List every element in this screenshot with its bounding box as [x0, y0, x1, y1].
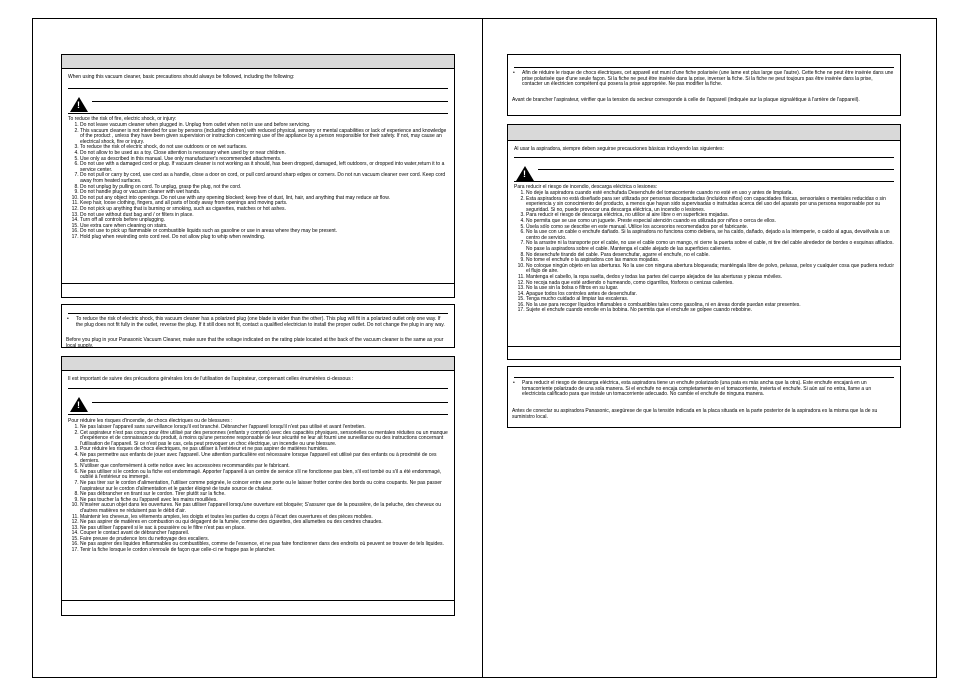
es-safety-header — [508, 125, 900, 141]
es-safety-box — [507, 124, 901, 360]
list-item: 10. N'insérer aucun objet dans les ouvertures. Ne pas utiliser l'appareil lorsqu'une ouverture est bloquée; S'assurer que de la poussière, de la peluche, des cheveux ou d'autres matières ne réduisent pas le débit d'air. — [80, 503, 450, 514]
fr-lead: Pour réduire les risques d'incendie, de chocs électriques ou de blessures : — [68, 418, 233, 424]
fr-warning-rule — [92, 402, 448, 403]
list-item: 9. Do not handle plug or vacuum cleaner with wet hands. — [80, 190, 450, 196]
list-item: 13. No la use sin la bolsa o filtros en su lugar. — [526, 286, 896, 292]
es-list-end-rule — [508, 346, 900, 347]
fr-list-end-rule — [62, 600, 454, 601]
list-item: 12. No recoja nada que esté ardiendo o humeando, como cigarrillos, fósforos o cenizas calientes. — [526, 281, 896, 287]
list-item: 5. N'utiliser que conformément à cette notice avec les accessoires recommandés par le fabricant. — [80, 464, 450, 470]
en-intro: When using this vacuum cleaner, basic precautions should always be followed, including the following: — [68, 74, 295, 80]
list-item: 14. Couper le contact avant de débrancher l'appareil. — [80, 531, 450, 537]
en-warning-rule — [92, 101, 448, 102]
list-item: 14. Turn off all controls before unplugging. — [80, 218, 450, 224]
es-plug-box — [507, 366, 901, 428]
list-item: 11. Mantenga el cabello, la ropa suelta, dedos y todas las partes del cuerpo alejados de las aberturas y piezas móviles. — [526, 275, 896, 281]
list-item: 1. Ne pas laisser l'appareil sans surveillance lorsqu'il est branché. Débrancher l'appareil lorsqu'il n'est pas utilisé et avant l'entretien. — [80, 425, 450, 431]
en-plug-note: To reduce the risk of electric shock, this vacuum cleaner has a polarized plug (one blade is wider than the other). This plug will fit in a polarized outlet only one way. If the plug does not fit fully in the outlet, reverse the plug. If it still does not fit, contact a qualified electrician to install the proper outlet. Do not change the plug in any way. — [76, 316, 445, 328]
list-item: 17. Hold plug when rewinding onto cord reel. Do not allow plug to whip when rewinding. — [80, 235, 450, 241]
list-item: 2. This vacuum cleaner is not intended for use by persons (including children) with reduced physical, sensory or mental capabilities or lack of experience and knowledge of the product , unless they have been given supervision or instruction concerning use of the appliance by a person responsible for their safety. If not, may cause an electrical shock, fire or injury. — [80, 129, 450, 146]
list-item: 10. No coloque ningún objeto en las aberturas. No la use con ninguna abertura bloqueada; manténgala libre de polvo, pelusas, pelos y cualquier cosa que pudiera reducir el flujo de aire. — [526, 264, 896, 275]
fr-warning-rule-2 — [68, 414, 448, 415]
en-safety-box — [61, 54, 455, 298]
list-item: 4. No permita que se use como un juguete. Preste especial atención cuando es utilizada por niños o cerca de ellos. — [526, 219, 896, 225]
bullet: • — [67, 316, 69, 322]
fr-safety-header — [62, 357, 454, 371]
es-warning-icon — [516, 166, 534, 181]
en-plug-box — [61, 304, 455, 348]
en-warning-icon — [70, 97, 88, 112]
list-item: 1. No deje la aspiradora cuando esté enchufada Desenchufe del tomacorriente cuando no esté en uso y antes de limpiarla. — [526, 191, 896, 197]
es-lead: Para reducir el riesgo de incendio, descarga eléctrica o lesiones: — [514, 184, 658, 190]
list-item: 5. Úsela sólo como se describe en este manual. Utilice los accesorios recomendados por el fabricante. — [526, 225, 896, 231]
list-item: 16. Ne pas aspirer des liquides inflammables ou combustibles, comme de l'essence, et ne pas faire fonctionner dans des endroits où peuvent se trouver de tels liquides. — [80, 542, 450, 548]
list-item: 7. Do not pull or carry by cord, use cord as a handle, close a door on cord, or pull cord around sharp edges or corners. Do not run vacuum cleaner over cord. Keep cord away from heated surfaces. — [80, 173, 450, 184]
en-lead: To reduce the risk of fire, electric shock, or injury: — [68, 116, 177, 122]
list-item: 16. Do not use to pick up flammable or combustible liquids such as gasoline or use in areas where they may be present. — [80, 229, 450, 235]
fr-intro: Il est important de suivre des précautions générales lors de l'utilisation de l'aspirateur, comprenant celles énumérées ci-dessous : — [68, 376, 354, 382]
bullet: • — [513, 70, 515, 76]
list-item: 7. No la arrastre ni la transporte por el cable, no use el cable como un mango, ni cierre la puerta sobre el cable, ni tire del cable alrededor de bordes o esquinas afilados. No pase la aspiradora sobre el cable. Mantenga el cable alejado de las superficies calientes. — [526, 241, 896, 252]
es-intro-rule — [514, 157, 894, 158]
fr-intro-rule — [68, 388, 448, 389]
list-item: 13. Do not use without dust bag and / or filters in place. — [80, 213, 450, 219]
list-item: 10. Do not put any object into openings. Do not use with any opening blocked; keep free of dust, lint, hair, and anything that may reduce air flow. — [80, 196, 450, 202]
list-item: 12. Do not pick up anything that is burning or smoking, such as cigarettes, matches or hot ashes. — [80, 207, 450, 213]
list-item: 3. Pour réduire les risques de chocs électriques, ne pas utiliser à l'extérieur et ne pas aspirer de matières humides. — [80, 447, 450, 453]
list-item: 17. Tenir la fiche lorsque le cordon s'enroule de façon que celle-ci ne frappe pas le plancher. — [80, 548, 450, 554]
en-list-end-rule — [62, 283, 454, 284]
list-item: 8. No desenchufe tirando del cable. Para desenchufar, agarre el enchufe, no el cable. — [526, 253, 896, 259]
fr-list — [68, 425, 450, 554]
list-item: 2. Cet aspirateur n'est pas conçu pour être utilisé par des personnes (enfants y compris) avec des capacités physiques, sensorielles ou mentales réduites ou un manque d'expérience et de connaissance du produit, à moins qu'une personne responsable de leur sécurité ne leur ait fourni une surveillance ou des instructions concernant l'utilisation de l'appareil. Si ce n'est pas le cas, cela peut provoquer un choc électrique, un incendie ou une blessure. — [80, 431, 450, 448]
es-warning-rule-2 — [514, 181, 894, 182]
fr-safety-box — [61, 356, 455, 616]
list-item: 1. Do not leave vacuum cleaner when plugged in. Unplug from outlet when not in use and before servicing. — [80, 123, 450, 129]
en-voltage-note: Before you plug in your Panasonic Vacuum Cleaner, make sure that the voltage indicated on the rating plate located at the back of the vacuum cleaner is the same as your local supply. — [66, 337, 444, 349]
fr-warning-icon — [70, 397, 88, 412]
list-item: 15. Tenga mucho cuidado al limpiar las escaleras. — [526, 297, 896, 303]
list-item: 16. No la use para recoger líquidos inflamables o combustibles tales como gasolina, ni en áreas donde puedan estar presentes. — [526, 303, 896, 309]
list-item: 17. Sujete el enchufe cuando enrolle en la bobina. No permita que el enchufe se golpee cuando rebobine. — [526, 308, 896, 314]
list-item: 9. Ne pas toucher la fiche ou l'appareil avec les mains mouillées. — [80, 498, 450, 504]
list-item: 3. To reduce the risk of electric shock, do not use outdoors or on wet surfaces. — [80, 145, 450, 151]
list-item: 9. No tome el enchufe o la aspiradora con las manos mojadas. — [526, 258, 896, 264]
fr-plug-note: Afin de réduire le risque de chocs électriques, cet appareil est muni d'une fiche polarisée (une lame est plus large que l'autre). Cette fiche ne peut être insérée dans une prise polarisée que d'une seule façon. Si la fiche ne peut être insérée dans la prise, inverser la fiche. Si la fiche ne peut toujours pas être insérée dans la prise, contacter un électricien compétent qui posera la prise appropriée. Ne pas modifier la fiche. — [522, 70, 894, 88]
es-intro: Al usar la aspiradora, siempre deben seguirse precauciones básicas incluyendo las siguientes: — [514, 146, 724, 152]
en-plug-rule — [68, 313, 448, 314]
es-warning-rule — [538, 169, 894, 170]
fr-plug-rule — [514, 67, 894, 68]
list-item: 12. Ne pas aspirer de matières en combustion ou qui dégagent de la fumée, comme des cigarettes, des allumettes ou des cendres chaudes. — [80, 520, 450, 526]
list-item: 8. Do not unplug by pulling on cord. To unplug, grasp the plug, not the cord. — [80, 185, 450, 191]
list-item: 6. Do not use with a damaged cord or plug. If vacuum cleaner is not working as it should, has been dropped, damaged, left outdoors, or dropped into water,return it to a service center. — [80, 162, 450, 173]
en-safety-header — [62, 55, 454, 69]
fr-plug-box — [507, 54, 901, 116]
es-plug-note: Para reducir el riesgo de descarga eléctrica, esta aspiradora tiene un enchufe polarizado (una pata es más ancha que la otra). Este enchufe encajará en un tomacorriente polarizado de una sola manera. Si el enchufe no encaja completamente en el tomacorriente, invierta el enchufe. Si aún así no entra, llame a un electricista calificado para que instale un tomacorriente adecuado. No cambie el enchufe de ninguna manera. — [522, 380, 872, 398]
list-item: 11. Keep hair, loose clothing, fingers, and all parts of body away from openings and moving parts. — [80, 201, 450, 207]
list-item: 5. Use only as described in this manual. Use only manufacturer's recommended attachments. — [80, 157, 450, 163]
en-list — [68, 123, 450, 240]
en-warning-rule-2 — [68, 113, 448, 114]
list-item: 4. Do not allow to be used as a toy. Close attention is necessary when used by or near children. — [80, 151, 450, 157]
es-voltage-note: Antes de conectar su aspiradora Panasonic, asegúrese de que la tensión indicada en la placa situada en la parte posterior de la aspiradora es la misma que la de su suministro local. — [512, 408, 878, 420]
list-item: 3. Para reducir el riesgo de descarga eléctrica, no utilice al aire libre o en superficies mojadas. — [526, 213, 896, 219]
list-item: 2. Esta aspiradora no está diseñado para ser utilizada por personas discapacitadas (incluidos niños) con capacidades físicas, sensoriales o mentales reducidas o sin experiencia y sin conocimiento del producto, a menos que hayan sido supervisadas o instruidas acerca del uso del aparato por una persona responsable por su seguridad. Si no, puede provocar una descarga eléctrica, un incendio o lesiones. — [526, 197, 896, 214]
list-item: 6. No la use con un cable o enchufe dañado. Si la aspiradora no funciona como debiera, se ha caído, dañado, dejado a la intemperie, o caído al agua, devuélvala a un centro de servicio. — [526, 230, 896, 241]
list-item: 15. Use extra care when cleaning on stairs. — [80, 224, 450, 230]
list-item: 6. Ne pas utiliser si le cordon ou la fiche est endommagé. Apporter l'appareil à un centre de service s'il ne fonctionne pas bien, s'il est tombé ou s'il a été endommagé, oublié à l'extérieur ou immergé. — [80, 470, 450, 481]
list-item: 13. Ne pas utiliser l'appareil si le sac à poussière ou le filtre n'est pas en place. — [80, 526, 450, 532]
list-item: 8. Ne pas débrancher en tirant sur le cordon. Tirer plutôt sur la fiche. — [80, 492, 450, 498]
list-item: 15. Faire preuve de prudence lors du nettoyage des escaliers. — [80, 537, 450, 543]
list-item: 7. Ne pas tirer sur le cordon d'alimentation, l'utiliser comme poignée, le coincer entre une porte ou le laisser frotter contre des bords ou coins coupants. Ne pas passer l'aspirateur sur le cordon d'alimentation et le garder éloigné de toute source de chaleur. — [80, 481, 450, 492]
list-item: 4. Ne pas permettre aux enfants de jouer avec l'appareil. Une attention particulière est nécessaire lorsque l'appareil est utilisé par des enfants ou à proximité de ces derniers. — [80, 453, 450, 464]
es-plug-rule — [514, 377, 894, 378]
fr-voltage-note: Avant de brancher l'aspirateur, vérifier que la tension du secteur corresponde à celle de l'appareil (indiquée sur la plaque signalétique à l'arrière de l'appareil). — [512, 97, 860, 103]
bullet: • — [513, 380, 515, 386]
list-item: 11. Maintenir les cheveux, les vêtements amples, les doigts et toutes les parties du corps à l'écart des ouvertures et des pièces mobiles. — [80, 515, 450, 521]
page-fold-line — [482, 18, 483, 678]
en-intro-rule — [68, 88, 448, 89]
list-item: 14. Apague todos los controles antes de desenchufar. — [526, 292, 896, 298]
es-list — [514, 191, 896, 314]
